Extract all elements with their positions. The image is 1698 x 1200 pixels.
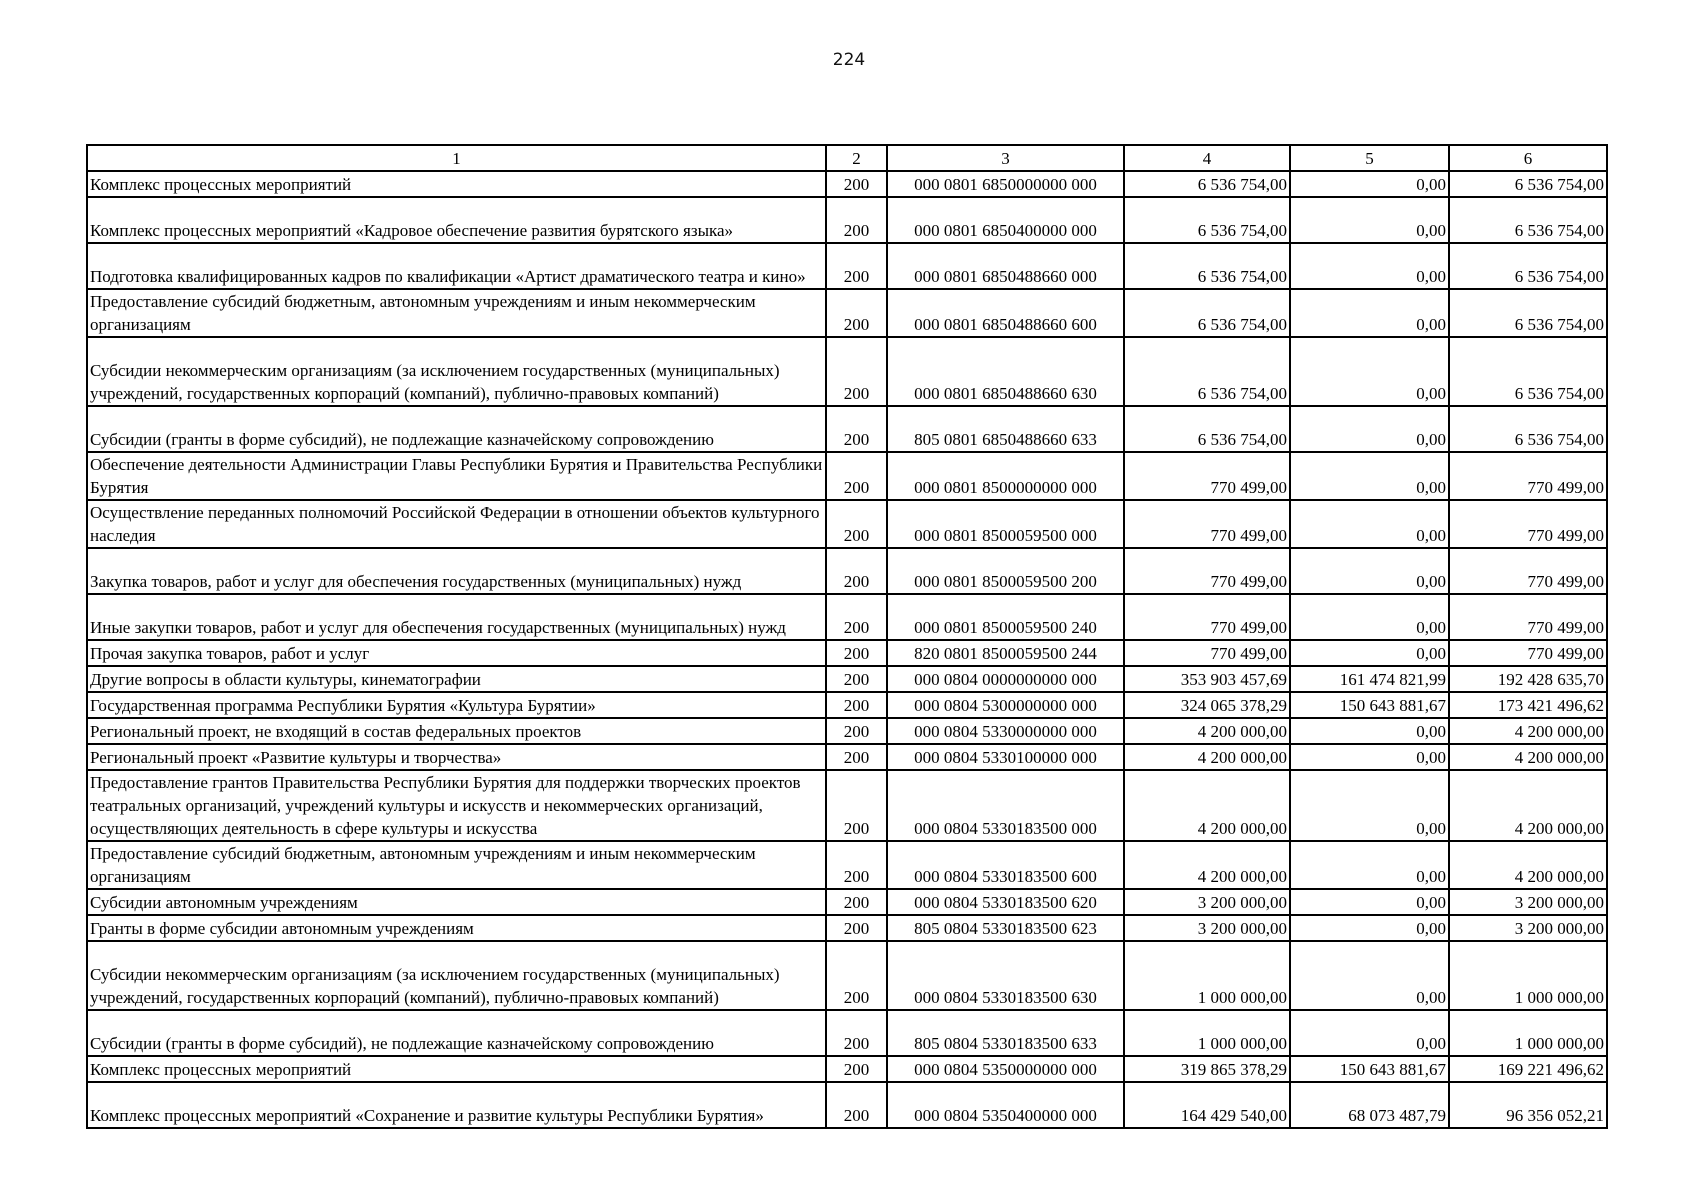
table-row: [87, 548, 1607, 594]
row-name: Комплекс процессных мероприятий: [87, 171, 826, 197]
row-code: 000 0801 6850488660 000: [887, 243, 1124, 289]
row-name: Комплекс процессных мероприятий: [87, 1056, 826, 1082]
row-col5: 0,00: [1290, 744, 1449, 770]
row-col4: 3 200 000,00: [1124, 889, 1290, 915]
row-col6: 96 356 052,21: [1449, 1082, 1607, 1128]
row-col2: 200: [826, 452, 887, 500]
row-name: Осуществление переданных полномочий Российской Федерации в отношении объектов культурного наследия: [87, 500, 826, 548]
row-code: 000 0801 8500059500 200: [887, 548, 1124, 594]
row-col2: 200: [826, 770, 887, 841]
row-col2: 200: [826, 594, 887, 640]
row-col2: 200: [826, 548, 887, 594]
row-name: Прочая закупка товаров, работ и услуг: [87, 640, 826, 666]
row-code: 000 0801 6850488660 630: [887, 337, 1124, 406]
row-col6: 770 499,00: [1449, 594, 1607, 640]
row-col4: 1 000 000,00: [1124, 941, 1290, 1010]
table-row: [87, 718, 1607, 744]
table-row: [87, 243, 1607, 289]
row-col2: 200: [826, 337, 887, 406]
row-col2: 200: [826, 197, 887, 243]
row-col6: 6 536 754,00: [1449, 197, 1607, 243]
table-row: [87, 692, 1607, 718]
row-col5: 0,00: [1290, 289, 1449, 337]
column-header: 4: [1124, 145, 1290, 171]
table-row: [87, 197, 1607, 243]
row-code: 000 0804 5350400000 000: [887, 1082, 1124, 1128]
table-row: [87, 337, 1607, 406]
table-row: [87, 171, 1607, 197]
column-header: 3: [887, 145, 1124, 171]
row-col5: 0,00: [1290, 171, 1449, 197]
row-col4: 770 499,00: [1124, 500, 1290, 548]
table-row: [87, 1082, 1607, 1128]
table-row: [87, 841, 1607, 889]
row-col5: 0,00: [1290, 718, 1449, 744]
row-col5: 0,00: [1290, 197, 1449, 243]
table-row: [87, 640, 1607, 666]
row-col4: 6 536 754,00: [1124, 289, 1290, 337]
row-code: 000 0801 6850488660 600: [887, 289, 1124, 337]
row-name: Региональный проект, не входящий в состав федеральных проектов: [87, 718, 826, 744]
row-code: 000 0804 5330183500 620: [887, 889, 1124, 915]
row-col2: 200: [826, 289, 887, 337]
row-col4: 770 499,00: [1124, 548, 1290, 594]
row-col5: 150 643 881,67: [1290, 1056, 1449, 1082]
row-name: Закупка товаров, работ и услуг для обеспечения государственных (муниципальных) нужд: [87, 548, 826, 594]
row-name: Государственная программа Республики Бурятия «Культура Бурятии»: [87, 692, 826, 718]
row-name: Комплекс процессных мероприятий «Сохранение и развитие культуры Республики Бурятия»: [87, 1082, 826, 1128]
table-row: [87, 406, 1607, 452]
row-col6: 6 536 754,00: [1449, 406, 1607, 452]
budget-table: [86, 144, 1608, 1129]
table-row: [87, 941, 1607, 1010]
row-col2: 200: [826, 692, 887, 718]
page-number: 224: [832, 50, 866, 70]
row-col2: 200: [826, 744, 887, 770]
row-code: 000 0801 6850400000 000: [887, 197, 1124, 243]
table-row: [87, 915, 1607, 941]
row-col4: 770 499,00: [1124, 640, 1290, 666]
column-header: 2: [826, 145, 887, 171]
row-name: Субсидии некоммерческим организациям (за исключением государственных (муниципальных) учреждений, государственных корпораций (компаний), публично-правовых компаний): [87, 337, 826, 406]
row-col6: 6 536 754,00: [1449, 289, 1607, 337]
row-name: Гранты в форме субсидии автономным учреждениям: [87, 915, 826, 941]
row-name: Предоставление субсидий бюджетным, автономным учреждениям и иным некоммерческим организациям: [87, 289, 826, 337]
row-name: Другие вопросы в области культуры, кинематографии: [87, 666, 826, 692]
column-header: 6: [1449, 145, 1607, 171]
row-col2: 200: [826, 915, 887, 941]
row-col6: 6 536 754,00: [1449, 337, 1607, 406]
row-col4: 770 499,00: [1124, 594, 1290, 640]
row-col5: 0,00: [1290, 841, 1449, 889]
row-code: 000 0801 8500059500 000: [887, 500, 1124, 548]
row-col2: 200: [826, 889, 887, 915]
row-col4: 6 536 754,00: [1124, 337, 1290, 406]
row-col4: 4 200 000,00: [1124, 770, 1290, 841]
row-name: Иные закупки товаров, работ и услуг для обеспечения государственных (муниципальных) нужд: [87, 594, 826, 640]
row-col4: 4 200 000,00: [1124, 718, 1290, 744]
row-code: 000 0804 5350000000 000: [887, 1056, 1124, 1082]
row-code: 805 0804 5330183500 623: [887, 915, 1124, 941]
row-col6: 4 200 000,00: [1449, 718, 1607, 744]
row-col6: 192 428 635,70: [1449, 666, 1607, 692]
row-col5: 0,00: [1290, 1010, 1449, 1056]
row-col6: 169 221 496,62: [1449, 1056, 1607, 1082]
row-col4: 770 499,00: [1124, 452, 1290, 500]
row-col2: 200: [826, 406, 887, 452]
table-header-row: [87, 145, 1607, 171]
row-col5: 0,00: [1290, 640, 1449, 666]
row-name: Комплекс процессных мероприятий «Кадровое обеспечение развития бурятского языка»: [87, 197, 826, 243]
column-header: 5: [1290, 145, 1449, 171]
row-col2: 200: [826, 718, 887, 744]
row-col4: 4 200 000,00: [1124, 744, 1290, 770]
table-row: [87, 666, 1607, 692]
row-code: 805 0801 6850488660 633: [887, 406, 1124, 452]
row-col6: 4 200 000,00: [1449, 744, 1607, 770]
row-name: Субсидии автономным учреждениям: [87, 889, 826, 915]
row-col5: 0,00: [1290, 337, 1449, 406]
row-code: 000 0804 0000000000 000: [887, 666, 1124, 692]
table-row: [87, 744, 1607, 770]
table-row: [87, 452, 1607, 500]
row-code: 805 0804 5330183500 633: [887, 1010, 1124, 1056]
table-row: [87, 594, 1607, 640]
row-code: 000 0801 8500000000 000: [887, 452, 1124, 500]
table-row: [87, 770, 1607, 841]
row-code: 000 0801 8500059500 240: [887, 594, 1124, 640]
row-name: Региональный проект «Развитие культуры и творчества»: [87, 744, 826, 770]
table-row: [87, 289, 1607, 337]
table-row: [87, 1056, 1607, 1082]
row-col6: 770 499,00: [1449, 640, 1607, 666]
row-name: Субсидии (гранты в форме субсидий), не подлежащие казначейскому сопровождению: [87, 406, 826, 452]
row-col4: 324 065 378,29: [1124, 692, 1290, 718]
row-code: 000 0804 5300000000 000: [887, 692, 1124, 718]
row-code: 000 0804 5330183500 600: [887, 841, 1124, 889]
row-col6: 770 499,00: [1449, 452, 1607, 500]
row-col2: 200: [826, 243, 887, 289]
row-col4: 6 536 754,00: [1124, 197, 1290, 243]
row-col2: 200: [826, 171, 887, 197]
row-col4: 6 536 754,00: [1124, 171, 1290, 197]
row-col5: 0,00: [1290, 406, 1449, 452]
row-col5: 150 643 881,67: [1290, 692, 1449, 718]
row-col5: 0,00: [1290, 889, 1449, 915]
row-col5: 68 073 487,79: [1290, 1082, 1449, 1128]
row-code: 000 0801 6850000000 000: [887, 171, 1124, 197]
table-row: [87, 500, 1607, 548]
row-code: 000 0804 5330100000 000: [887, 744, 1124, 770]
row-col6: 770 499,00: [1449, 548, 1607, 594]
row-col5: 0,00: [1290, 500, 1449, 548]
row-code: 820 0801 8500059500 244: [887, 640, 1124, 666]
row-col5: 0,00: [1290, 594, 1449, 640]
row-col6: 4 200 000,00: [1449, 770, 1607, 841]
row-col5: 0,00: [1290, 915, 1449, 941]
row-col4: 319 865 378,29: [1124, 1056, 1290, 1082]
row-col2: 200: [826, 941, 887, 1010]
row-col5: 161 474 821,99: [1290, 666, 1449, 692]
row-col2: 200: [826, 841, 887, 889]
row-col5: 0,00: [1290, 770, 1449, 841]
row-col6: 1 000 000,00: [1449, 1010, 1607, 1056]
row-col6: 3 200 000,00: [1449, 889, 1607, 915]
row-col2: 200: [826, 640, 887, 666]
row-code: 000 0804 5330183500 630: [887, 941, 1124, 1010]
row-col4: 6 536 754,00: [1124, 406, 1290, 452]
row-col4: 353 903 457,69: [1124, 666, 1290, 692]
row-name: Предоставление субсидий бюджетным, автономным учреждениям и иным некоммерческим организациям: [87, 841, 826, 889]
row-col4: 6 536 754,00: [1124, 243, 1290, 289]
row-col6: 770 499,00: [1449, 500, 1607, 548]
row-col6: 173 421 496,62: [1449, 692, 1607, 718]
row-col5: 0,00: [1290, 941, 1449, 1010]
row-code: 000 0804 5330183500 000: [887, 770, 1124, 841]
table-row: [87, 1010, 1607, 1056]
row-col6: 6 536 754,00: [1449, 171, 1607, 197]
row-code: 000 0804 5330000000 000: [887, 718, 1124, 744]
row-col6: 6 536 754,00: [1449, 243, 1607, 289]
row-col4: 164 429 540,00: [1124, 1082, 1290, 1128]
row-name: Субсидии (гранты в форме субсидий), не подлежащие казначейскому сопровождению: [87, 1010, 826, 1056]
row-col4: 4 200 000,00: [1124, 841, 1290, 889]
row-col2: 200: [826, 500, 887, 548]
row-col2: 200: [826, 1082, 887, 1128]
row-col5: 0,00: [1290, 452, 1449, 500]
row-col6: 3 200 000,00: [1449, 915, 1607, 941]
row-col2: 200: [826, 666, 887, 692]
row-col4: 1 000 000,00: [1124, 1010, 1290, 1056]
row-name: Предоставление грантов Правительства Республики Бурятия для поддержки творческих проектов театральных организаций, учреждений культуры и искусств и некоммерческих организаций, осуществляющих деятельность в сфере культуры и искусства: [87, 770, 826, 841]
row-name: Подготовка квалифицированных кадров по квалификации «Артист драматического театра и кино»: [87, 243, 826, 289]
row-col2: 200: [826, 1010, 887, 1056]
row-col6: 4 200 000,00: [1449, 841, 1607, 889]
row-col2: 200: [826, 1056, 887, 1082]
row-name: Обеспечение деятельности Администрации Главы Республики Бурятия и Правительства Республики Бурятия: [87, 452, 826, 500]
row-name: Субсидии некоммерческим организациям (за исключением государственных (муниципальных) учреждений, государственных корпораций (компаний), публично-правовых компаний): [87, 941, 826, 1010]
table-row: [87, 889, 1607, 915]
row-col5: 0,00: [1290, 243, 1449, 289]
column-header: 1: [87, 145, 826, 171]
row-col6: 1 000 000,00: [1449, 941, 1607, 1010]
row-col4: 3 200 000,00: [1124, 915, 1290, 941]
row-col5: 0,00: [1290, 548, 1449, 594]
